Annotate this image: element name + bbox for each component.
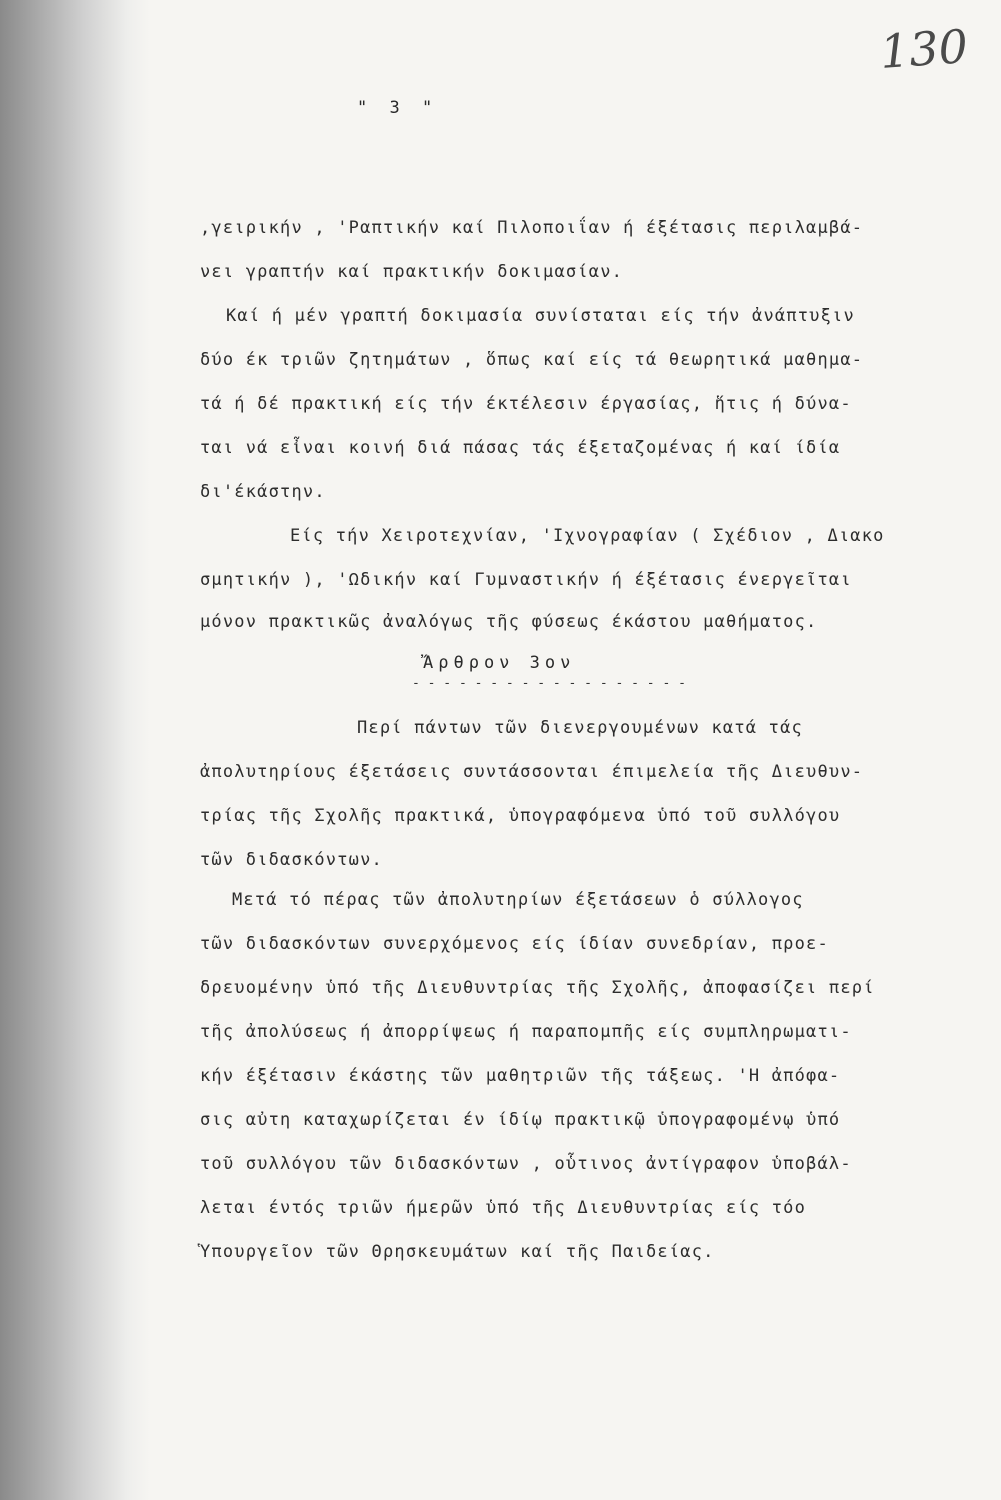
text-line: δύο έκ τριῶν ζητημάτων , ὅπως καί είς τά θεωρητικά μαθημα- <box>200 350 864 370</box>
text-line: ἀπολυτηρίους έξετάσεις συντάσσονται έπιμελεία τῆς Διευθυν- <box>200 762 864 782</box>
text-line: σις αὐτη καταχωρίζεται έν ίδίῳ πρακτικῷ ὑπογραφομένῳ ὑπό <box>200 1110 841 1130</box>
text-line: νει γραπτήν καί πρακτικήν δοκιμασίαν. <box>200 262 624 282</box>
text-line: Καί ή μέν γραπτή δοκιμασία συνίσταται είς τήν ἀνάπτυξιν <box>226 306 855 326</box>
text-line: λεται έντός τριῶν ήμερῶν ὑπό τῆς Διευθυντρίας είς τόο <box>200 1198 807 1218</box>
text-line: τρίας τῆς Σχολῆς πρακτικά, ὑπογραφόμενα ὑπό τοῦ συλλόγου <box>200 806 841 826</box>
text-line: τῶν διδασκόντων συνερχόμενος είς ίδίαν συνεδρίαν, προε- <box>200 934 829 954</box>
page-number: 130 <box>878 19 970 79</box>
text-line: τοῦ συλλόγου τῶν διδασκόντων , οὗτινος ἀντίγραφον ὑποβάλ- <box>200 1154 852 1174</box>
text-line: ται νά εἶναι κοινή διά πάσας τάς έξεταζομένας ή καί ίδία <box>200 438 841 458</box>
text-line: σμητικήν ), 'Ωδικήν καί Γυμναστικήν ή έξέτασις ένεργεῖται <box>200 570 852 590</box>
sheet-label: " 3 " <box>357 98 439 118</box>
text-line: δι'έκάστην. <box>200 482 326 502</box>
heading-underline: - - - - - - - - - - - - - - - - - - <box>412 676 686 691</box>
text-line: τῆς ἀπολύσεως ή ἀπορρίψεως ή παραπομπῆς είς συμπληρωματι- <box>200 1022 852 1042</box>
text-line: μόνον πρακτικῶς ἀναλόγως τῆς φύσεως έκάστου μαθήματος. <box>200 612 818 632</box>
text-line: δρευομένην ὑπό τῆς Διευθυντρίας τῆς Σχολῆς, ἀποφασίζει περί <box>200 978 875 998</box>
article-heading: Ἄρθρον 3ον <box>423 653 576 673</box>
text-line: ,γειρικήν , 'Ραπτικήν καί Πιλοποιΐαν ή έξέτασις περιλαμβά- <box>200 218 864 238</box>
text-line: τῶν διδασκόντων. <box>200 850 383 870</box>
text-line: τά ή δέ πρακτική είς τήν έκτέλεσιν έργασίας, ἥτις ή δύνα- <box>200 394 852 414</box>
text-line: Ὑπουργεῖον τῶν Θρησκευμάτων καί τῆς Παιδείας. <box>200 1242 715 1262</box>
text-line: Είς τήν Χειροτεχνίαν, 'Ιχνογραφίαν ( Σχέδιον , Διακο <box>290 526 885 546</box>
text-line: Μετά τό πέρας τῶν ἀπολυτηρίων έξετάσεων ὁ σύλλογος <box>232 890 804 910</box>
text-line: Περί πάντων τῶν διενεργουμένων κατά τάς <box>357 718 803 738</box>
text-line: κήν έξέτασιν έκάστης τῶν μαθητριῶν τῆς τάξεως. 'Η ἀπόφα- <box>200 1066 841 1086</box>
binding-shadow <box>0 0 150 1500</box>
